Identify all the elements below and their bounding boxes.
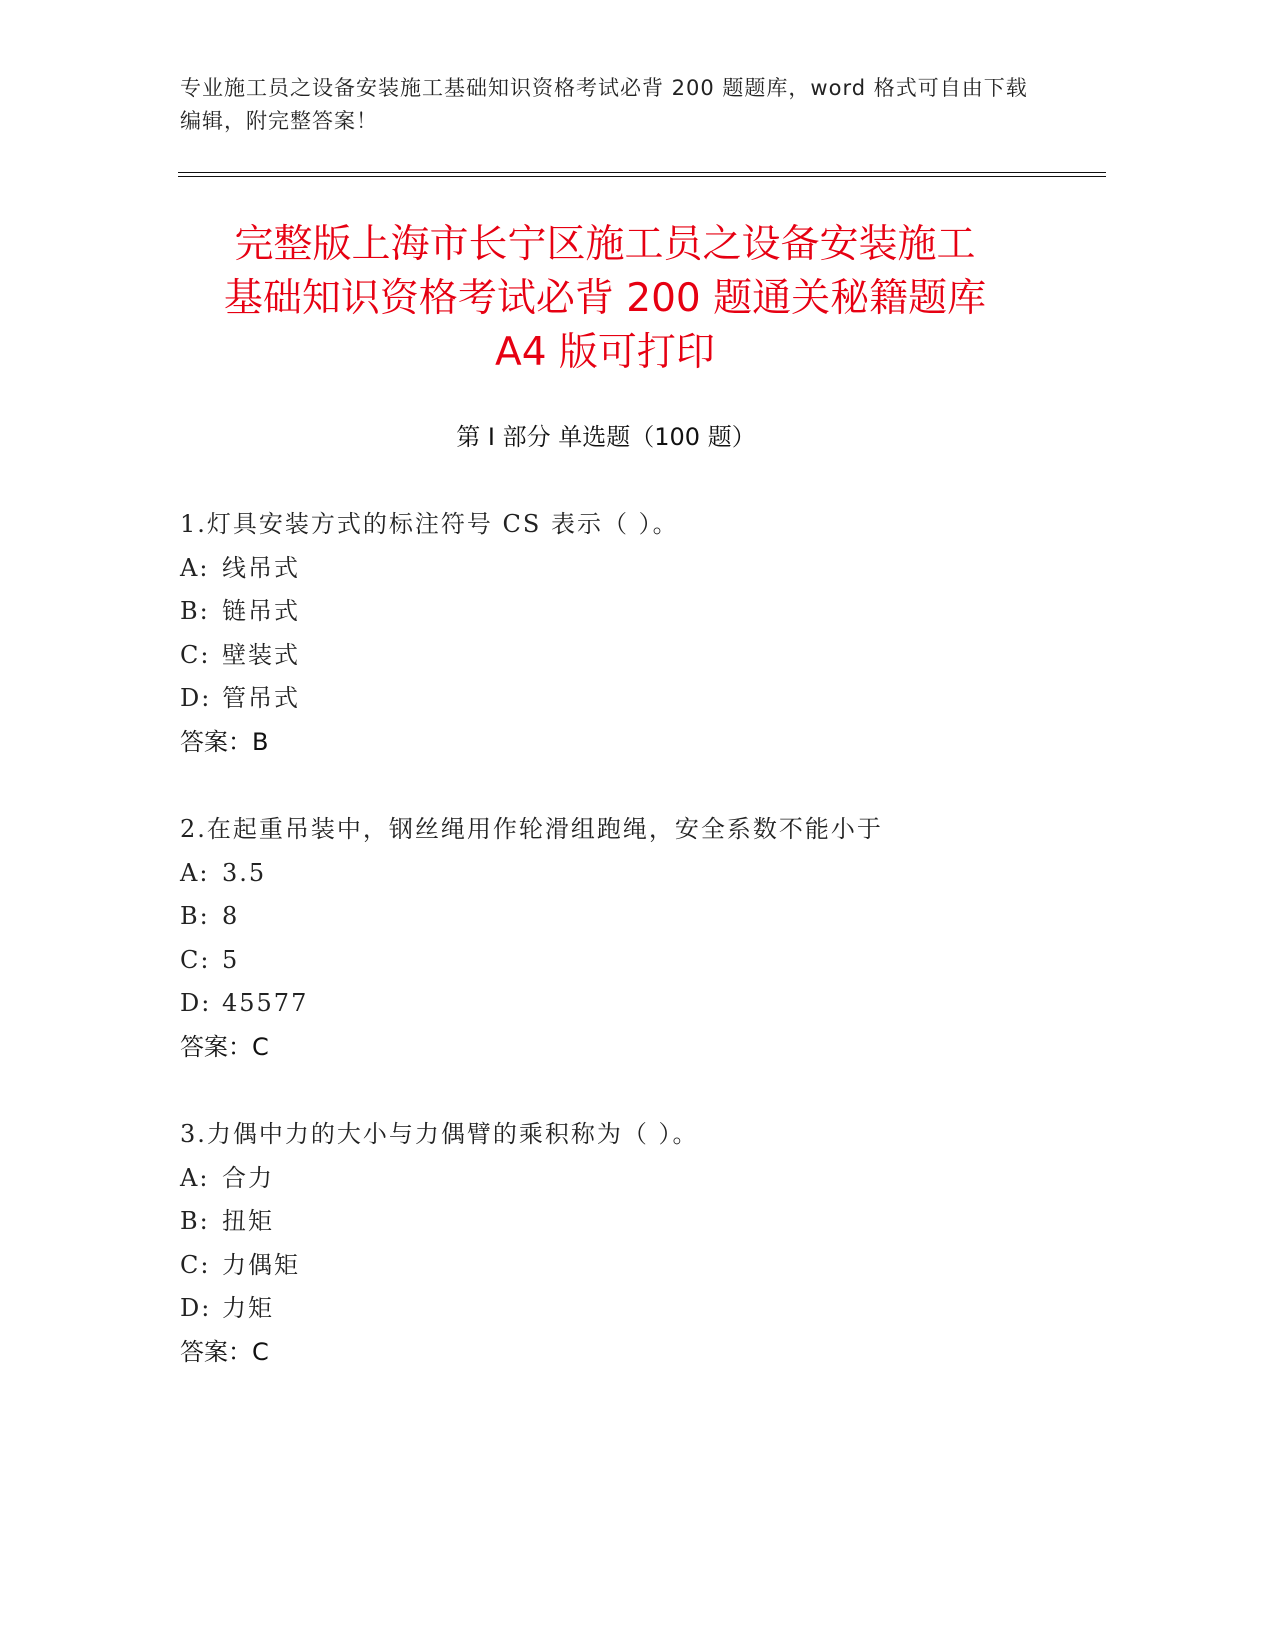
answer-label: 答案：B	[180, 727, 269, 756]
question-stem: 1.灯具安装方式的标注符号 CS 表示（ ）。	[180, 510, 679, 538]
option-letter: C:	[180, 945, 211, 974]
option-c	[180, 939, 1080, 983]
option-a	[180, 1157, 1080, 1201]
header-note: 专业施工员之设备安装施工基础知识资格考试必背 200 题题库，word 格式可自由下载编辑，附完整答案！	[180, 76, 1028, 133]
option-text: 3.5	[222, 858, 267, 887]
question-3	[180, 1113, 1080, 1374]
header-divider	[178, 172, 1106, 177]
option-letter: D:	[180, 989, 212, 1017]
question-stem: 2.在起重吊装中，钢丝绳用作轮滑组跑绳，安全系数不能小于	[180, 815, 883, 843]
option-a	[180, 852, 1080, 896]
title-line-3: A4 版可打印	[495, 330, 715, 375]
option-text: 5	[222, 945, 240, 974]
option-text: 扭矩	[222, 1207, 274, 1235]
option-text: 力偶矩	[222, 1250, 300, 1279]
option-letter: A:	[180, 858, 210, 887]
option-letter: D:	[180, 1294, 212, 1322]
document-title	[170, 218, 1040, 380]
option-text: 链吊式	[222, 597, 300, 625]
question-1	[180, 503, 1080, 764]
option-text: 合力	[222, 1163, 274, 1192]
option-d	[180, 982, 1080, 1026]
option-text: 8	[222, 902, 240, 930]
option-letter: A:	[180, 553, 210, 582]
option-text: 力矩	[222, 1294, 274, 1322]
option-text: 管吊式	[222, 684, 300, 712]
option-b	[180, 1200, 1080, 1244]
option-letter: C:	[180, 1250, 211, 1279]
option-letter: B:	[180, 597, 210, 625]
option-d	[180, 677, 1080, 721]
option-text: 壁装式	[222, 640, 300, 669]
option-c	[180, 1244, 1080, 1288]
option-text: 线吊式	[222, 553, 300, 582]
option-letter: D:	[180, 684, 212, 712]
option-b	[180, 895, 1080, 939]
option-b	[180, 590, 1080, 634]
option-a	[180, 547, 1080, 591]
option-d	[180, 1287, 1080, 1331]
option-letter: B:	[180, 902, 210, 930]
option-c	[180, 634, 1080, 678]
option-letter: C:	[180, 640, 211, 669]
option-letter: B:	[180, 1207, 210, 1235]
answer-label: 答案：C	[180, 1337, 269, 1366]
option-text: 45577	[222, 989, 309, 1017]
section-title: 第 I 部分 单选题（100 题）	[456, 423, 756, 451]
option-letter: A:	[180, 1163, 210, 1192]
question-2	[180, 808, 1080, 1069]
title-line-1: 完整版上海市长宁区施工员之设备安装施工	[234, 222, 976, 267]
title-line-2: 基础知识资格考试必背 200 题通关秘籍题库	[223, 276, 987, 321]
question-stem: 3.力偶中力的大小与力偶臂的乘积称为（ ）。	[180, 1120, 699, 1148]
answer-label: 答案：C	[180, 1032, 269, 1061]
